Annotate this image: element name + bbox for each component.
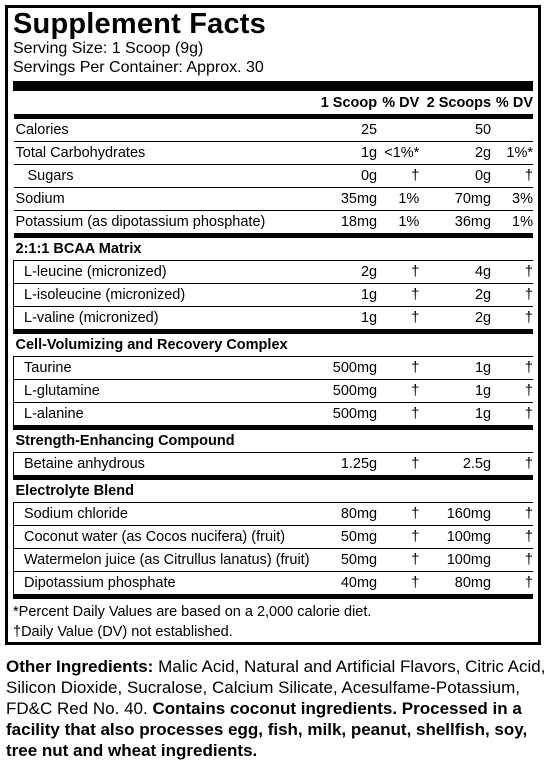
amount-2-scoops: 1g [419,380,491,403]
dv-1-scoop: 1% [377,211,419,236]
section-header [14,332,534,357]
dv-1-scoop: † [377,165,419,188]
dv-1-scoop: † [377,261,419,284]
amount-2-scoops: 2g [419,142,491,165]
amount-1-scoop: 35mg [310,188,378,211]
dv-2-scoops: † [491,403,533,428]
amount-1-scoop: 50mg [310,549,378,572]
column-header-row [14,91,534,117]
nutrient-name: Sodium [14,188,310,211]
header-2-scoops: 2 Scoops [426,94,492,111]
amount-1-scoop: 2g [310,261,378,284]
nutrient-row [14,188,534,211]
footnotes [13,599,533,642]
dv-2-scoops: † [491,307,533,332]
header-dv-1: % DV [382,94,420,111]
dv-2-scoops: † [491,572,533,595]
nutrient-row [14,357,534,380]
dv-2-scoops: † [491,284,533,307]
amount-1-scoop: 1g [310,284,378,307]
nutrient-name: L-valine (micronized) [14,307,310,332]
dv-1-scoop: † [377,357,419,380]
amount-2-scoops: 36mg [419,211,491,236]
other-ingredients-text: Malic Acid, Natural and Artificial Flavors, Citric Acid, Silicon Dioxide, Sucralose, Calcium Silicate, Acesulfame-Potassium, FD&C Red No. 40. [6,657,546,718]
thick-divider [13,81,533,91]
amount-1-scoop: 80mg [310,503,378,526]
section-header [14,236,534,261]
amount-2-scoops: 2.5g [419,453,491,478]
nutrient-name: Sodium chloride [14,503,310,526]
footnote-dv: *Percent Daily Values are based on a 2,000 calorie diet. [13,604,372,620]
dv-2-scoops: 3% [491,188,533,211]
nutrient-name: Betaine anhydrous [14,453,310,478]
nutrient-name: Calories [14,117,310,142]
footnote-dagger: †Daily Value (DV) not established. [13,624,233,640]
dv-1-scoop [377,117,419,142]
amount-1-scoop: 1g [310,307,378,332]
nutrient-name: L-glutamine [14,380,310,403]
nutrient-name: L-leucine (micronized) [14,261,310,284]
facts-table [13,91,533,594]
amount-2-scoops: 0g [419,165,491,188]
amount-1-scoop: 500mg [310,403,378,428]
amount-2-scoops: 2g [419,307,491,332]
nutrient-row [14,526,534,549]
section-header [14,478,534,503]
dv-2-scoops: † [491,357,533,380]
dv-2-scoops: 1% [491,211,533,236]
dv-2-scoops: † [491,549,533,572]
dv-2-scoops: † [491,380,533,403]
servings-per-container: Servings Per Container: Approx. 30 [13,59,264,76]
amount-1-scoop: 25 [310,117,378,142]
section-title: Strength-Enhancing Compound [14,428,534,453]
amount-2-scoops: 100mg [419,549,491,572]
nutrient-row [14,380,534,403]
dv-1-scoop: 1% [377,188,419,211]
nutrient-row [14,503,534,526]
nutrient-name: L-isoleucine (micronized) [14,284,310,307]
amount-1-scoop: 1g [310,142,378,165]
other-ingredients-label: Other Ingredients: [6,657,154,676]
dv-1-scoop: † [377,526,419,549]
nutrient-name: Potassium (as dipotassium phosphate) [14,211,310,236]
dv-1-scoop: † [377,453,419,478]
section-title: Cell-Volumizing and Recovery Complex [14,332,534,357]
amount-2-scoops: 70mg [419,188,491,211]
dv-1-scoop: † [377,380,419,403]
dv-1-scoop: † [377,284,419,307]
supplement-facts-panel [5,5,541,645]
dv-2-scoops: † [491,453,533,478]
panel-title: Supplement Facts [13,8,266,40]
amount-1-scoop: 18mg [310,211,378,236]
dv-2-scoops [491,117,533,142]
nutrient-row [14,307,534,332]
dv-1-scoop: † [377,503,419,526]
nutrient-row [14,453,534,478]
nutrient-name: Taurine [14,357,310,380]
amount-2-scoops: 1g [419,357,491,380]
nutrient-row [14,165,534,188]
section-header [14,428,534,453]
nutrient-row [14,403,534,428]
header-dv-2: % DV [495,94,533,111]
amount-2-scoops: 80mg [419,572,491,595]
dv-2-scoops: † [491,165,533,188]
nutrient-name: Total Carbohydrates [14,142,310,165]
amount-1-scoop: 500mg [310,357,378,380]
serving-size: Serving Size: 1 Scoop (9g) [13,40,204,57]
dv-2-scoops: 1%* [491,142,533,165]
nutrient-row [14,549,534,572]
nutrient-name: Sugars [14,165,310,188]
section-title: Electrolyte Blend [14,478,534,503]
amount-1-scoop: 1.25g [310,453,378,478]
allergen-warning: Contains coconut ingredients. Processed in a facility that also processes egg, fish, milk, peanut, shellfish, soy, tree nut and wheat ingredients. [6,699,528,760]
nutrient-row [14,117,534,142]
dv-1-scoop: † [377,307,419,332]
nutrient-name: L-alanine [14,403,310,428]
amount-2-scoops: 1g [419,403,491,428]
nutrient-name: Dipotassium phosphate [14,572,310,595]
amount-1-scoop: 0g [310,165,378,188]
other-ingredients [6,656,546,761]
header-1-scoop: 1 Scoop [320,94,378,111]
amount-2-scoops: 2g [419,284,491,307]
section-title: 2:1:1 BCAA Matrix [14,236,534,261]
dv-1-scoop: † [377,549,419,572]
dv-2-scoops: † [491,261,533,284]
dv-2-scoops: † [491,526,533,549]
amount-2-scoops: 4g [419,261,491,284]
dv-1-scoop: † [377,403,419,428]
amount-2-scoops: 100mg [419,526,491,549]
amount-1-scoop: 500mg [310,380,378,403]
nutrient-row [14,572,534,595]
nutrient-row [14,211,534,236]
amount-2-scoops: 160mg [419,503,491,526]
dv-1-scoop: † [377,572,419,595]
nutrient-name: Watermelon juice (as Citrullus lanatus) (fruit) [14,549,310,572]
amount-1-scoop: 40mg [310,572,378,595]
amount-1-scoop: 50mg [310,526,378,549]
nutrient-row [14,284,534,307]
amount-2-scoops: 50 [419,117,491,142]
dv-2-scoops: † [491,503,533,526]
nutrient-name: Coconut water (as Cocos nucifera) (fruit) [14,526,310,549]
dv-1-scoop: <1%* [377,142,419,165]
nutrient-row [14,142,534,165]
nutrient-row [14,261,534,284]
